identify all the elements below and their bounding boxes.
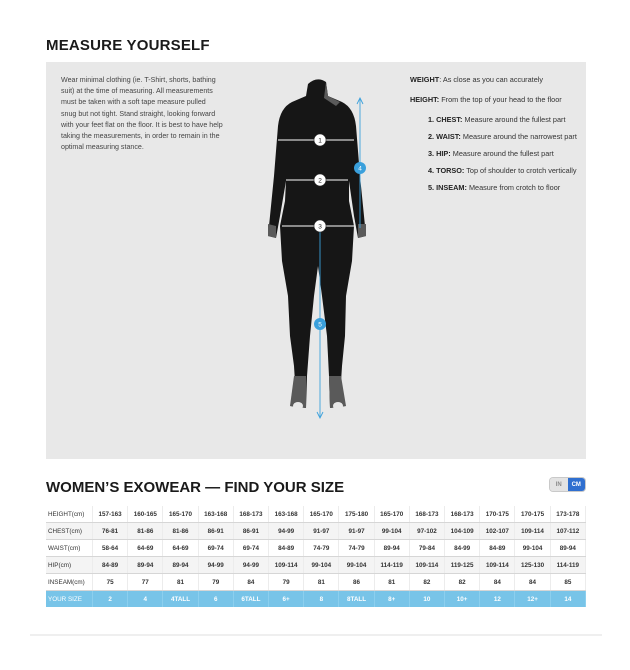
table-cell: 69-74 — [198, 540, 233, 557]
svg-text:3: 3 — [318, 223, 322, 231]
row-label: CHEST(cm) — [46, 523, 93, 540]
table-cell: 114-119 — [374, 557, 409, 574]
table-cell: 119-125 — [445, 557, 480, 574]
svg-text:5: 5 — [318, 321, 322, 329]
table-cell: 160-165 — [128, 506, 163, 523]
table-row — [46, 506, 586, 523]
table-cell: 109-114 — [269, 557, 304, 574]
inseam-instruction: 5. INSEAM: Measure from crotch to floor — [428, 183, 561, 192]
table-cell: 84-89 — [480, 540, 515, 557]
table-cell: 86-91 — [198, 523, 233, 540]
table-cell: 79-84 — [409, 540, 444, 557]
measurement-legend — [410, 75, 580, 200]
size-cell[interactable]: 12+ — [515, 591, 550, 608]
row-label: HIP(cm) — [46, 557, 93, 574]
table-cell: 165-170 — [304, 506, 339, 523]
table-cell: 109-114 — [480, 557, 515, 574]
table-row — [46, 523, 586, 540]
measure-instructions: Wear minimal clothing (ie. T-Shirt, shorts, bathing suit) at the time of measuring. All measurements must be taken with a soft tape measure pulled snug but not tight. Stand straight, looking forward with your feet flat on the floor. It is best to have help taking the measurements, in order to remain in the optimal measuring stance. — [61, 76, 223, 152]
size-cell[interactable]: 8 — [304, 591, 339, 608]
table-cell: 168-173 — [409, 506, 444, 523]
svg-text:4: 4 — [358, 165, 362, 173]
footer-divider — [30, 634, 602, 636]
table-cell: 97-102 — [409, 523, 444, 540]
size-chart-table — [46, 506, 586, 607]
your-size-label: YOUR SIZE — [46, 591, 93, 608]
row-label: WAIST(cm) — [46, 540, 93, 557]
torso-instruction: 4. TORSO: Top of shoulder to crotch vertically — [428, 166, 577, 175]
size-cell[interactable]: 6+ — [269, 591, 304, 608]
svg-text:2: 2 — [318, 177, 322, 185]
table-cell: 165-170 — [163, 506, 198, 523]
table-cell: 89-94 — [550, 540, 585, 557]
table-cell: 109-114 — [515, 523, 550, 540]
table-cell: 84 — [480, 574, 515, 591]
size-cell[interactable]: 6TALL — [233, 591, 268, 608]
table-cell: 74-79 — [304, 540, 339, 557]
hip-instruction: 3. HIP: Measure around the fullest part — [428, 149, 554, 158]
measure-marker-5 — [314, 318, 326, 330]
size-cell[interactable]: 10+ — [445, 591, 480, 608]
table-cell: 168-173 — [233, 506, 268, 523]
weight-instruction: WEIGHT: As close as you can accurately — [410, 75, 544, 84]
size-chart-title: WOMEN’S EXOWEAR — FIND YOUR SIZE — [46, 479, 345, 496]
svg-text:1: 1 — [318, 137, 322, 145]
table-cell: 74-79 — [339, 540, 374, 557]
table-cell: 170-175 — [515, 506, 550, 523]
table-cell: 99-104 — [374, 523, 409, 540]
table-cell: 94-99 — [198, 557, 233, 574]
measure-marker-3 — [314, 220, 326, 232]
table-cell: 102-107 — [480, 523, 515, 540]
size-cell[interactable]: 4TALL — [163, 591, 198, 608]
size-cell[interactable]: 10 — [409, 591, 444, 608]
size-cell[interactable]: 12 — [480, 591, 515, 608]
table-cell: 69-74 — [233, 540, 268, 557]
measure-title: MEASURE YOURSELF — [46, 37, 210, 54]
table-cell: 91-97 — [304, 523, 339, 540]
chest-instruction: 1. CHEST: Measure around the fullest part — [428, 115, 566, 124]
table-cell: 104-109 — [445, 523, 480, 540]
table-cell: 81-86 — [163, 523, 198, 540]
table-cell: 89-94 — [374, 540, 409, 557]
row-label: INSEAM(cm) — [46, 574, 93, 591]
table-row — [46, 574, 586, 591]
table-cell: 89-94 — [163, 557, 198, 574]
table-cell: 76-81 — [93, 523, 128, 540]
table-cell: 165-170 — [374, 506, 409, 523]
table-cell: 125-130 — [515, 557, 550, 574]
table-cell: 163-168 — [269, 506, 304, 523]
measure-panel — [46, 62, 586, 459]
table-cell: 173-178 — [550, 506, 585, 523]
table-cell: 163-168 — [198, 506, 233, 523]
table-cell: 99-104 — [304, 557, 339, 574]
unit-in-button[interactable]: IN — [550, 478, 568, 491]
unit-toggle[interactable] — [550, 478, 585, 491]
size-cell[interactable]: 8TALL — [339, 591, 374, 608]
table-cell: 91-97 — [339, 523, 374, 540]
row-label: HEIGHT(cm) — [46, 506, 93, 523]
table-cell: 84-99 — [445, 540, 480, 557]
size-cell[interactable]: 6 — [198, 591, 233, 608]
table-cell: 84-89 — [93, 557, 128, 574]
table-cell: 81 — [163, 574, 198, 591]
table-cell: 114-119 — [550, 557, 585, 574]
size-cell[interactable]: 8+ — [374, 591, 409, 608]
table-cell: 89-94 — [128, 557, 163, 574]
table-cell: 99-104 — [339, 557, 374, 574]
table-cell: 81 — [304, 574, 339, 591]
table-cell: 79 — [198, 574, 233, 591]
measure-marker-1 — [314, 134, 326, 146]
waist-instruction: 2. WAIST: Measure around the narrowest part — [428, 132, 577, 141]
table-cell: 82 — [409, 574, 444, 591]
table-cell: 170-175 — [480, 506, 515, 523]
height-instruction: HEIGHT: From the top of your head to the floor — [410, 95, 562, 104]
wetsuit-figure — [232, 76, 402, 426]
table-cell: 107-112 — [550, 523, 585, 540]
table-cell: 81-86 — [128, 523, 163, 540]
table-cell: 94-99 — [233, 557, 268, 574]
table-cell: 94-99 — [269, 523, 304, 540]
table-cell: 85 — [550, 574, 585, 591]
table-cell: 157-163 — [93, 506, 128, 523]
table-cell: 86 — [339, 574, 374, 591]
size-cell[interactable]: 4 — [128, 591, 163, 608]
table-cell: 109-114 — [409, 557, 444, 574]
table-cell: 75 — [93, 574, 128, 591]
table-cell: 64-69 — [163, 540, 198, 557]
table-cell: 86-91 — [233, 523, 268, 540]
size-cell[interactable]: 2 — [93, 591, 128, 608]
table-cell: 84 — [515, 574, 550, 591]
table-cell: 175-180 — [339, 506, 374, 523]
size-cell[interactable]: 14 — [550, 591, 585, 608]
table-cell: 58-64 — [93, 540, 128, 557]
table-row — [46, 557, 586, 574]
table-cell: 79 — [269, 574, 304, 591]
your-size-row — [46, 591, 586, 608]
table-row — [46, 540, 586, 557]
measure-marker-2 — [314, 174, 326, 186]
table-cell: 82 — [445, 574, 480, 591]
table-cell: 77 — [128, 574, 163, 591]
table-cell: 168-173 — [445, 506, 480, 523]
unit-cm-button[interactable]: CM — [568, 478, 586, 491]
table-cell: 84 — [233, 574, 268, 591]
table-cell: 84-89 — [269, 540, 304, 557]
table-cell: 81 — [374, 574, 409, 591]
measure-marker-4 — [354, 162, 366, 174]
table-cell: 99-104 — [515, 540, 550, 557]
table-cell: 64-69 — [128, 540, 163, 557]
wetsuit-silhouette — [268, 79, 366, 410]
